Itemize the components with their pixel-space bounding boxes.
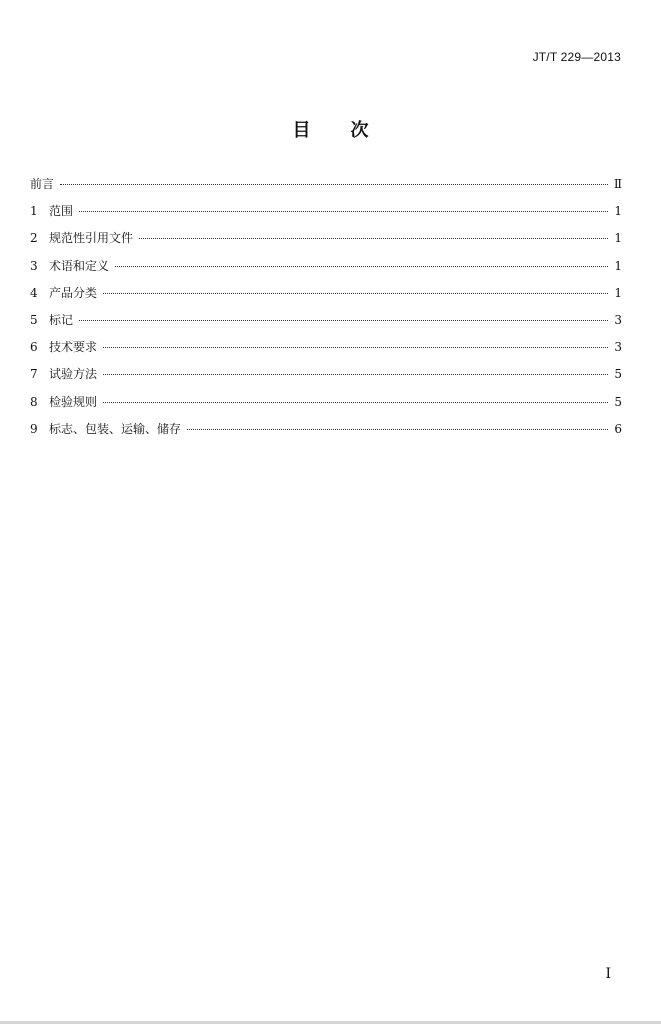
toc-entry[interactable] [30,230,622,257]
toc-entry-number: 8 [30,394,38,409]
toc-leader-dots [139,238,608,239]
toc-entry-page: 6 [614,421,622,436]
toc-leader-dots [103,293,608,294]
page-title [0,116,661,142]
toc-entry-number: 2 [30,231,38,246]
toc-entry-number: 5 [30,312,38,327]
toc-entry-page: 1 [614,204,622,219]
toc-entry-number: 7 [30,367,38,382]
toc-leader-dots [103,347,608,348]
toc-entry[interactable] [30,394,622,421]
toc-entry-number: 3 [30,258,38,273]
toc-entry[interactable] [30,312,622,339]
toc-entry-page: 1 [614,258,622,273]
page-title-part-2: 次 [350,120,369,141]
toc-leader-dots [79,211,608,212]
page-number: I [605,966,611,982]
toc-entry-label: 试验方法 [49,367,98,382]
toc-entry-label: 标志、包装、运输、储存 [49,421,182,436]
table-of-contents [30,176,622,448]
toc-entry-page: 1 [614,285,622,300]
toc-entry[interactable] [30,203,622,230]
toc-entry-page: Ⅱ [613,177,622,191]
toc-entry-number: 6 [30,340,38,355]
toc-entry-page: 3 [614,312,622,327]
toc-leader-dots [187,429,608,430]
toc-entry[interactable] [30,339,622,366]
toc-entry-page: 1 [614,231,622,246]
toc-leader-dots [103,374,608,375]
toc-leader-dots [103,402,608,403]
toc-entry-label: 规范性引用文件 [49,231,134,246]
standard-code: JT/T 229—2013 [532,50,621,64]
toc-entry[interactable] [30,285,622,312]
toc-entry-number: 9 [30,421,38,436]
toc-entry[interactable] [30,421,622,448]
toc-entry-label: 检验规则 [49,394,98,409]
toc-entry-label: 术语和定义 [49,258,110,273]
toc-entry-label: 标记 [49,312,74,327]
toc-entry-number: 1 [30,204,38,219]
toc-entry-number: 4 [30,285,38,300]
toc-entry-page: 3 [614,340,622,355]
toc-entry-label: 范围 [49,204,74,219]
toc-entry[interactable] [30,258,622,285]
toc-entry-page: 5 [614,367,622,382]
toc-leader-dots [60,184,608,185]
toc-entry[interactable] [30,366,622,393]
toc-leader-dots [115,266,608,267]
toc-entry-page: 5 [614,394,622,409]
toc-entry-label: 产品分类 [49,285,98,300]
toc-entry-label: 技术要求 [49,340,98,355]
toc-entry[interactable] [30,176,622,203]
toc-entry-label: 前言 [30,177,55,191]
toc-leader-dots [79,320,608,321]
page-title-part-1: 目 [292,120,311,141]
